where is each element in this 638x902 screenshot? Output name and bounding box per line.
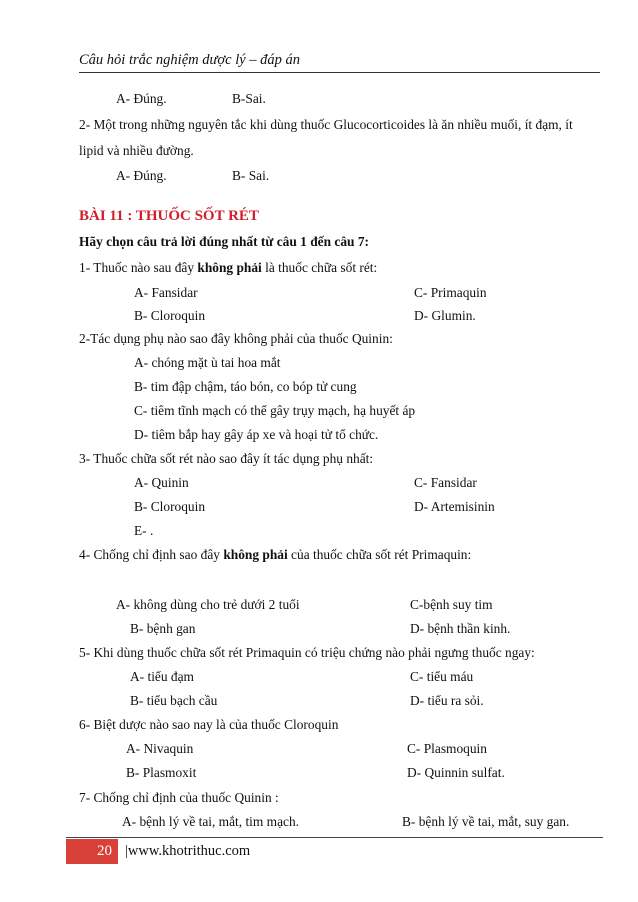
- q5-option-d: D- tiểu ra sỏi.: [410, 693, 484, 708]
- q5-option-c: C- tiểu máu: [410, 669, 474, 684]
- q3-option-a: A- Quinin: [134, 475, 189, 490]
- q3-option-b: B- Cloroquin: [134, 499, 206, 514]
- q3-option-d: D- Artemisinin: [414, 499, 495, 514]
- q6-option-d: D- Quinnin sulfat.: [407, 765, 505, 780]
- prev-q2-text-line2: lipid và nhiều đường.: [79, 143, 194, 158]
- footer-divider: [66, 837, 603, 838]
- prev-q1-option-a: A- Đúng.: [116, 91, 167, 106]
- q4-option-d: D- bệnh thần kinh.: [410, 621, 511, 636]
- q7-option-a: A- bệnh lý về tai, mắt, tim mạch.: [122, 814, 300, 829]
- q2-option-c: C- tiêm tĩnh mạch có thể gây trụy mạch, hạ huyết áp: [134, 403, 416, 418]
- footer-url[interactable]: |www.khotrithuc.com: [125, 843, 251, 859]
- q7-option-b: B- bệnh lý về tai, mắt, suy gan.: [402, 814, 570, 829]
- question-7: 7- Chống chỉ định của thuốc Quinin :: [79, 790, 279, 805]
- q3-option-e: E- .: [134, 523, 154, 538]
- header-title: Câu hỏi trắc nghiệm dược lý – đáp án: [79, 52, 301, 68]
- q1-option-d: D- Glumin.: [414, 308, 476, 323]
- q5-option-a: A- tiểu đạm: [130, 669, 194, 684]
- section-title: BÀI 11 : THUỐC SỐT RÉT: [79, 208, 259, 224]
- instruction: Hãy chọn câu trả lời đúng nhất từ câu 1 đến câu 7:: [79, 234, 369, 249]
- q6-option-b: B- Plasmoxit: [126, 765, 197, 780]
- question-1: 1- Thuốc nào sau đây không phải là thuốc chữa sốt rét:: [79, 260, 378, 275]
- page-number: 20: [66, 839, 118, 864]
- q6-option-c: C- Plasmoquin: [407, 741, 487, 756]
- prev-q2-option-a: A- Đúng.: [116, 168, 167, 183]
- q1-option-a: A- Fansidar: [134, 285, 198, 300]
- prev-q2-text-line1: 2- Một trong những nguyên tắc khi dùng thuốc Glucocorticoides là ăn nhiều muối, ít đạm, ít: [79, 117, 573, 132]
- question-3: 3- Thuốc chữa sốt rét nào sao đây ít tác dụng phụ nhất:: [79, 451, 374, 466]
- question-4: 4- Chống chỉ định sao đây không phải của thuốc chữa sốt rét Primaquin:: [79, 547, 472, 562]
- q2-option-b: B- tim đập chậm, táo bón, co bóp tử cung: [134, 379, 357, 394]
- q1-option-c: C- Primaquin: [414, 285, 487, 300]
- q2-option-d: D- tiêm bắp hay gây áp xe và hoại tử tổ chức.: [134, 427, 379, 442]
- header-divider: [79, 72, 600, 73]
- q4-option-a: A- không dùng cho trẻ dưới 2 tuổi: [116, 597, 300, 612]
- q2-option-a: A- chóng mặt ù tai hoa mắt: [134, 355, 281, 370]
- prev-q2-option-b: B- Sai.: [232, 168, 270, 183]
- prev-q1-option-b: B-Sai.: [232, 91, 266, 106]
- q3-option-c: C- Fansidar: [414, 475, 477, 490]
- q1-option-b: B- Cloroquin: [134, 308, 206, 323]
- q4-option-c: C-bệnh suy tim: [410, 597, 493, 612]
- question-2: 2-Tác dụng phụ nào sao đây không phải của thuốc Quinin:: [79, 331, 393, 346]
- q4-option-b: B- bệnh gan: [130, 621, 196, 636]
- q6-option-a: A- Nivaquin: [126, 741, 194, 756]
- q5-option-b: B- tiểu bạch cầu: [130, 693, 218, 708]
- question-5: 5- Khi dùng thuốc chữa sốt rét Primaquin có triệu chứng nào phải ngưng thuốc ngay:: [79, 645, 535, 660]
- question-6: 6- Biệt dược nào sao nay là của thuốc Cloroquin: [79, 717, 339, 732]
